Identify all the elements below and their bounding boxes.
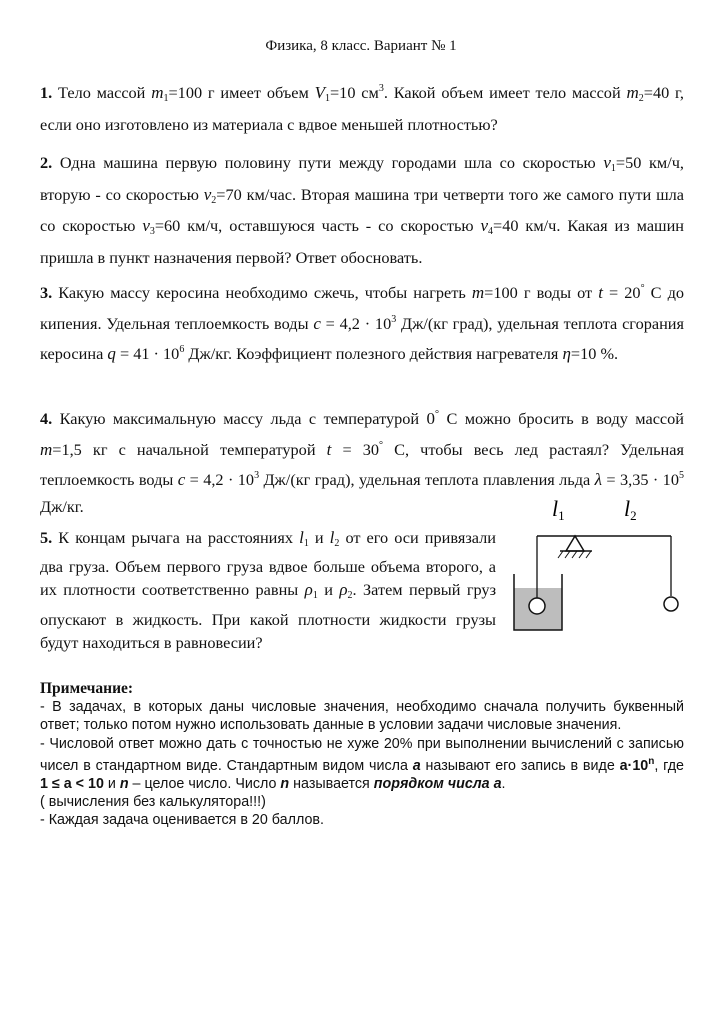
problem-number: 5. <box>40 528 53 547</box>
pivot-support <box>566 536 584 551</box>
problem-number: 4. <box>40 409 53 428</box>
note-line-3: ( вычисления без калькулятора!!!) <box>40 793 266 810</box>
label-l2: l2 <box>624 496 637 523</box>
weight-2 <box>664 597 678 611</box>
note-line-4: - Каждая задача оценивается в 20 баллов. <box>40 812 324 829</box>
problem-number: 2. <box>40 153 53 172</box>
note-line-1: - В задачах, в которых даны числовые значения, необходимо сначала получить буквенный ответ; только потом нужно использовать данные в условии задачи числовые значения. <box>40 699 684 734</box>
problem-2: 2. Одна машина первую половину пути между городами шла со скоростью $v_1=50$ км/ч, вторую - со скоростью $v_2=70$ км/час. Вторая машина три четверти того же самого пути шла со скоростью $v_3=60$ км/ч, оставшуюся часть - со скоростью $v_4=40$ км/ч. Какая из машин пришла в пункт назначения первой? Ответ обосновать. <box>40 153 685 267</box>
lever-diagram <box>508 492 698 642</box>
problem-4: 4. Какую максимальную массу льда с температурой 0° С можно бросить в воду массой m=1,5 кг с начальной температурой t = 30° С, чтобы весь лед растаял? Удельная теплоемкость воды $c = 4,2 \cdot 10^3$ Дж/(кг град), удельная теплота плавления льда $\lambda = 3,35 \cdot 10^5$ Дж/кг. <box>40 409 685 516</box>
note-line-2: - Числовой ответ можно дать с точностью не хуже 20% при выполнении вычислений с записью чисел в стандартном виде. Стандартным видом числа а называют его запись в виде $а\cdot 10^n$, где 1 ≤ а < 10 и n – целое число. Число n называется порядком числа а. <box>40 735 685 792</box>
problem-3: 3. Какую массу керосина необходимо сжечь, чтобы нагреть m=100 г воды от t = 20° С до кипения. Удельная теплоемкость воды $c = 4,2 \cdot 10^3$ Дж/(кг град), удельная теплота сгорания керосина $q = 41 \cdot 10^6$ Дж/кг. Коэффициент полезного действия нагревателя η=10 %. <box>40 283 684 363</box>
note-title: Примечание: <box>40 680 134 697</box>
problem-5: 5. К концам рычага на расстояниях $l_1$ и $l_2$ от его оси привязали два груза. Объем первого груза вдвое больше объема второго, а их плотности соответственно равны $\rho_1$ и $\rho_2$. Затем первый груз опускают в жидкость. При какой плотности жидкости грузы будут находиться в равновесии? <box>40 528 496 652</box>
weight-1 <box>529 598 545 614</box>
problem-1: 1. Тело массой $m_1=100$ г имеет объем $V_1=10$ $см^3$. Какой объем имеет тело массой $m_2=40$ г, если оно изготовлено из материала с вдвое меньшей плотностью? <box>40 83 684 134</box>
label-l1: l1 <box>552 496 565 523</box>
page-title: Физика, 8 класс. Вариант № 1 <box>265 38 457 54</box>
problem-number: 1. <box>40 83 53 102</box>
problem-number: 3. <box>40 283 53 302</box>
note-block <box>40 680 684 829</box>
